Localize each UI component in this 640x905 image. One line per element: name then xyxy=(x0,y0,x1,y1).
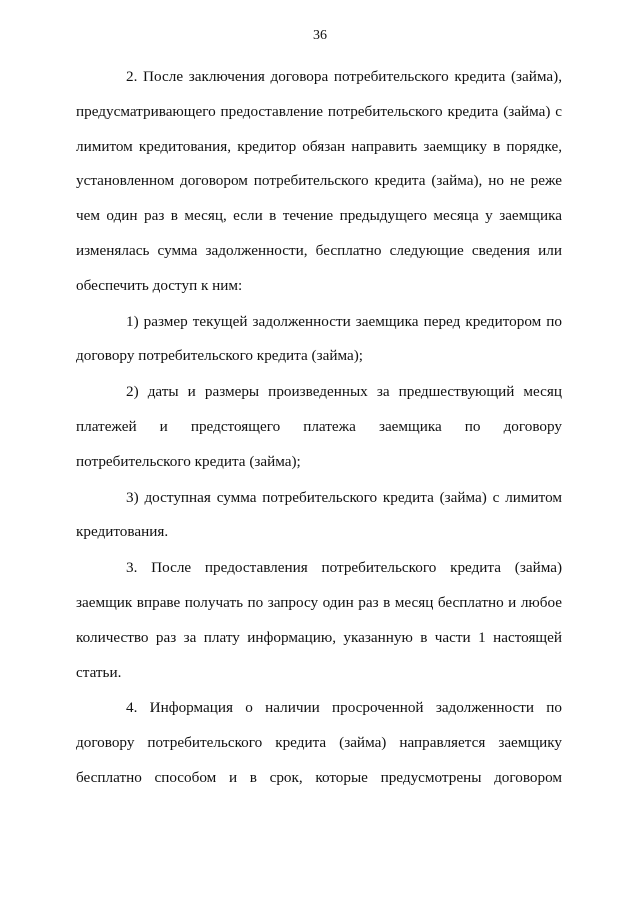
page-number: 36 xyxy=(313,28,327,43)
paragraph-2-line: чем один раз в месяц, если в течение предыдущего месяца у заемщика xyxy=(76,207,562,225)
paragraph-2-line: установленном договором потребительского кредита (займа), но не реже xyxy=(76,172,562,190)
paragraph-2-line: предусматривающего предоставление потребительского кредита (займа) с xyxy=(76,102,562,120)
paragraph-2-line: лимитом кредитования, кредитор обязан направить заемщику в порядке, xyxy=(76,137,562,155)
paragraph-3-line: статьи. xyxy=(76,663,122,681)
subitem-1-line: 1) размер текущей задолженности заемщика перед кредитором по xyxy=(126,312,562,330)
paragraph-2-line: изменялась сумма задолженности, бесплатно следующие сведения или xyxy=(76,241,562,259)
paragraph-2-line: 2. После заключения договора потребительского кредита (займа), xyxy=(126,68,562,85)
paragraph-4-line: 4. Информация о наличии просроченной задолженности по xyxy=(126,699,562,717)
subitem-2-line: платежей и предстоящего платежа заемщика по договору xyxy=(76,417,562,435)
paragraph-4-line: бесплатно способом и в срок, которые предусмотрены договором xyxy=(76,768,562,786)
subitem-1-line: договору потребительского кредита (займа); xyxy=(76,347,363,365)
paragraph-3-line: заемщик вправе получать по запросу один раз в месяц бесплатно и любое xyxy=(76,593,562,611)
subitem-3-line: 3) доступная сумма потребительского кредита (займа) с лимитом xyxy=(126,488,562,506)
paragraph-4-line: договору потребительского кредита (займа) направляется заемщику xyxy=(76,734,562,752)
paragraph-3-line: количество раз за плату информацию, указанную в части 1 настоящей xyxy=(76,628,562,646)
paragraph-3-line: 3. После предоставления потребительского кредита (займа) xyxy=(126,559,562,577)
subitem-2-line: потребительского кредита (займа); xyxy=(76,452,301,470)
subitem-3-line: кредитования. xyxy=(76,523,169,541)
paragraph-2-line: обеспечить доступ к ним: xyxy=(76,276,243,294)
subitem-2-line: 2) даты и размеры произведенных за предшествующий месяц xyxy=(126,383,562,401)
body-text xyxy=(76,60,562,796)
